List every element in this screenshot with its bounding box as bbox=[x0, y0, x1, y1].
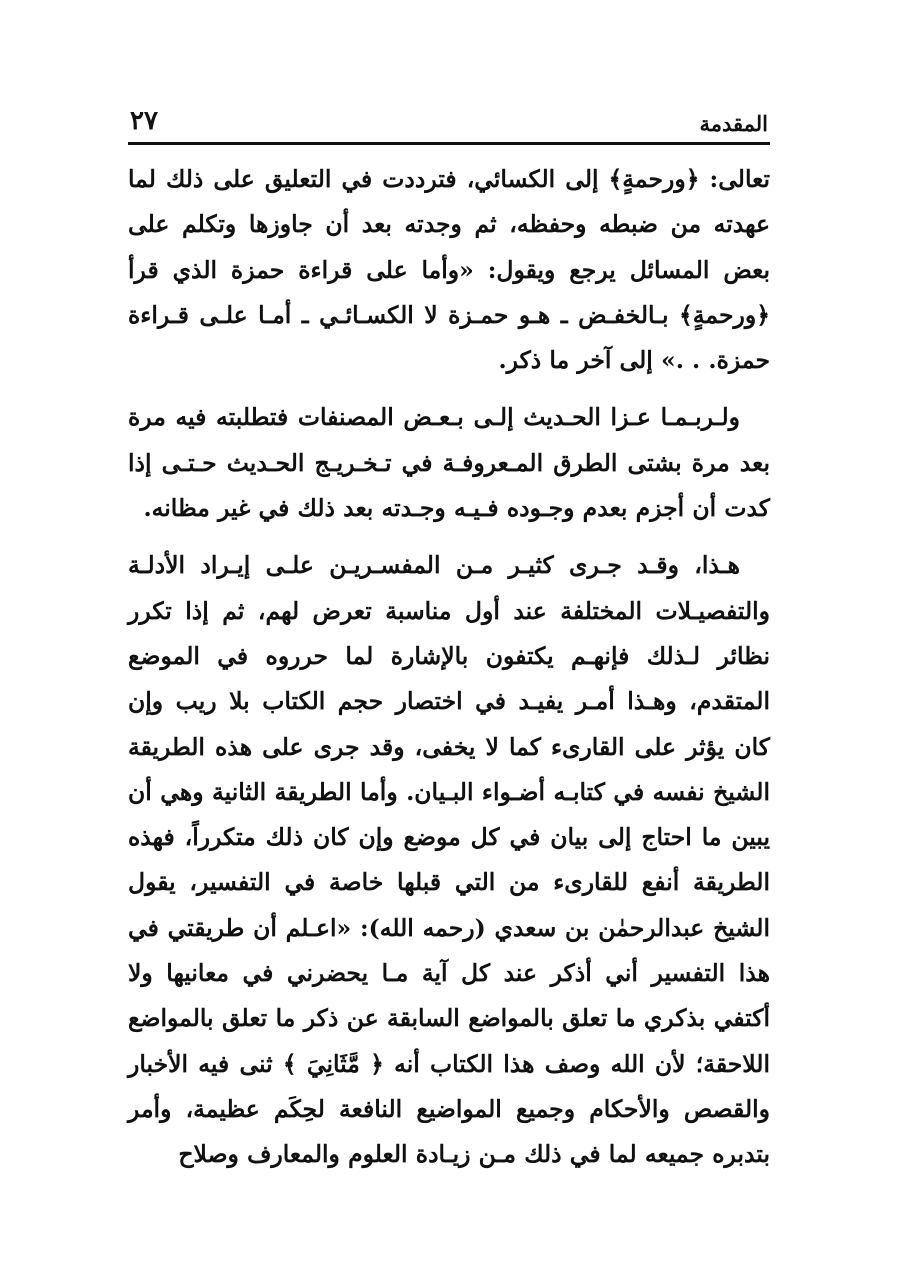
running-title: المقدمة bbox=[699, 111, 768, 136]
paragraph-2: ولـربـمـا عـزا الحـديث إلـى بـعـض المصنفات فتطلبته فيه مرة بعد مرة بشتى الطرق المـعروفـة في تـخـريـج الحـديث حـتـى إذا كدت أن أجزم بعدم وجـوده فـيـه وجـدته بعد ذلك في غير مظانه. bbox=[128, 403, 770, 523]
paragraph-3: هـذا، وقـد جـرى كثيـر مـن المفسـريـن علـى إيـراد الأدلـة والتفصيـلات المختلفة عند أول مناسبة تعرض لهم، ثم إذا تكرر نظائر لـذلك فإنهـم يكتفون بالإشارة لما حرروه في الموضع المتقدم، وهـذا أمـر يفيـد في اختصار حجم الكتاب بلا ريب وإن كان يؤثر على القارىء كما لا يخفى، وقد جرى على هذه الطريقة الشيخ نفسه في كتابـه أضـواء البـيان. وأما الطريقة الثانية وهي أن يبين ما احتاج إلى بيان في كل موضع وإن كان ذلك متكرراً، فهذه الطريقة أنفع للقارىء من التي قبلها خاصة في التفسير، يقول الشيخ عبدالرحمٰن بن سعدي (رحمه الله): «اعـلم أن طريقتي في هذا التفسير أني أذكر عند كل آية مـا يحضرني في معانيها ولا أكتفي بذكري ما تعلق بالمواضع السابقة عن ذكر ما تعلق بالمواضع اللاحقة؛ لأن الله وصف هذا الكتاب أنه ﴿ مَّثَانِيَ ﴾ ثنى فيه الأخبار والقصص والأحكام وجميع المواضيع النافعة لحِكَم عظيمة، وأمر بتدبره جميعه لما في ذلك مـن زيـادة العلوم والمعارف وصلاح bbox=[128, 551, 770, 1169]
paragraph-1: تعالى: ﴿ورحمةٍ﴾ إلى الكسائي، فترددت في التعليق على ذلك لما عهدته من ضبطه وحفظه، ثم وجدته بعد أن جاوزها وتكلم على بعض المسائل يرجع ويقول: «وأما على قراءة حمزة الذي قرأ ﴿ورحمةٍ﴾ بـالخفـض ـ هـو حمـزة لا الكسـائـي ـ أمـا علـى قـراءة حمزة. . .» إلى آخر ما ذكر. bbox=[128, 165, 770, 375]
page-header bbox=[128, 96, 770, 145]
book-page bbox=[128, 96, 770, 1178]
page-number: ٢٧ bbox=[130, 106, 158, 136]
body-text bbox=[128, 157, 770, 1178]
